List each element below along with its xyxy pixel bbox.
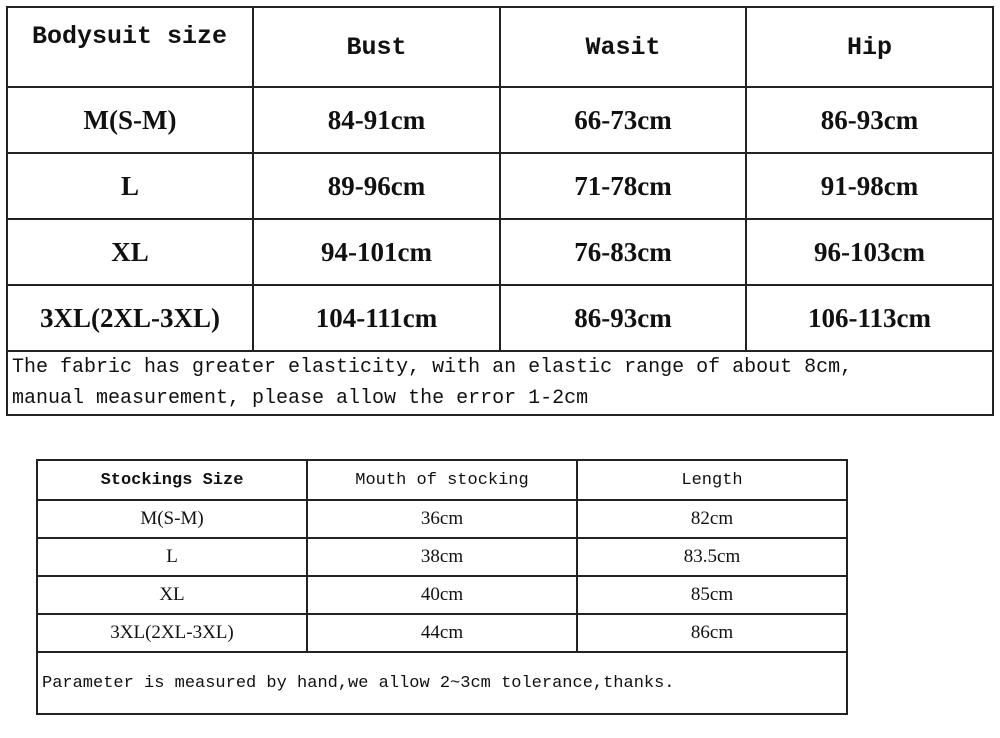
stockings-header-row	[37, 460, 847, 500]
stockings-note: Parameter is measured by hand,we allow 2~3cm tolerance,thanks.	[37, 652, 847, 714]
stockings-row	[37, 576, 847, 614]
stockings-cell-length: 85cm	[577, 576, 847, 614]
bodysuit-cell-waist: 66-73cm	[500, 87, 746, 153]
bodysuit-cell-bust: 104-111cm	[253, 285, 500, 351]
bodysuit-cell-size: 3XL(2XL-3XL)	[7, 285, 253, 351]
stockings-row	[37, 538, 847, 576]
bodysuit-header-row	[7, 7, 993, 87]
bodysuit-cell-size: XL	[7, 219, 253, 285]
stockings-cell-mouth: 36cm	[307, 500, 577, 538]
bodysuit-note-line2: manual measurement, please allow the error 1-2cm	[12, 387, 589, 410]
bodysuit-cell-size: M(S-M)	[7, 87, 253, 153]
bodysuit-header-size: Bodysuit size	[7, 7, 253, 87]
stockings-cell-length: 83.5cm	[577, 538, 847, 576]
bodysuit-size-table	[6, 6, 994, 416]
stockings-row	[37, 500, 847, 538]
stockings-cell-length: 86cm	[577, 614, 847, 652]
bodysuit-header-waist: Wasit	[500, 7, 746, 87]
stockings-header-length: Length	[577, 460, 847, 500]
bodysuit-row	[7, 219, 993, 285]
stockings-row	[37, 614, 847, 652]
bodysuit-row	[7, 87, 993, 153]
bodysuit-header-bust: Bust	[253, 7, 500, 87]
bodysuit-header-hip: Hip	[746, 7, 993, 87]
stockings-cell-size: L	[37, 538, 307, 576]
stockings-cell-size: M(S-M)	[37, 500, 307, 538]
stockings-cell-mouth: 40cm	[307, 576, 577, 614]
bodysuit-cell-waist: 71-78cm	[500, 153, 746, 219]
stockings-cell-size: XL	[37, 576, 307, 614]
bodysuit-cell-bust: 89-96cm	[253, 153, 500, 219]
bodysuit-cell-waist: 76-83cm	[500, 219, 746, 285]
bodysuit-note-line1: The fabric has greater elasticity, with an elastic range of about 8cm,	[12, 356, 853, 379]
stockings-cell-mouth: 44cm	[307, 614, 577, 652]
bodysuit-note	[7, 351, 993, 415]
bodysuit-cell-waist: 86-93cm	[500, 285, 746, 351]
bodysuit-row	[7, 285, 993, 351]
bodysuit-cell-hip: 91-98cm	[746, 153, 993, 219]
bodysuit-note-row	[7, 351, 993, 415]
bodysuit-cell-hip: 106-113cm	[746, 285, 993, 351]
bodysuit-cell-bust: 84-91cm	[253, 87, 500, 153]
bodysuit-cell-hip: 86-93cm	[746, 87, 993, 153]
bodysuit-cell-size: L	[7, 153, 253, 219]
bodysuit-row	[7, 153, 993, 219]
stockings-size-table	[36, 459, 848, 715]
stockings-cell-size: 3XL(2XL-3XL)	[37, 614, 307, 652]
stockings-cell-mouth: 38cm	[307, 538, 577, 576]
bodysuit-cell-bust: 94-101cm	[253, 219, 500, 285]
stockings-note-row	[37, 652, 847, 714]
stockings-header-mouth: Mouth of stocking	[307, 460, 577, 500]
stockings-header-size: Stockings Size	[37, 460, 307, 500]
stockings-cell-length: 82cm	[577, 500, 847, 538]
bodysuit-cell-hip: 96-103cm	[746, 219, 993, 285]
